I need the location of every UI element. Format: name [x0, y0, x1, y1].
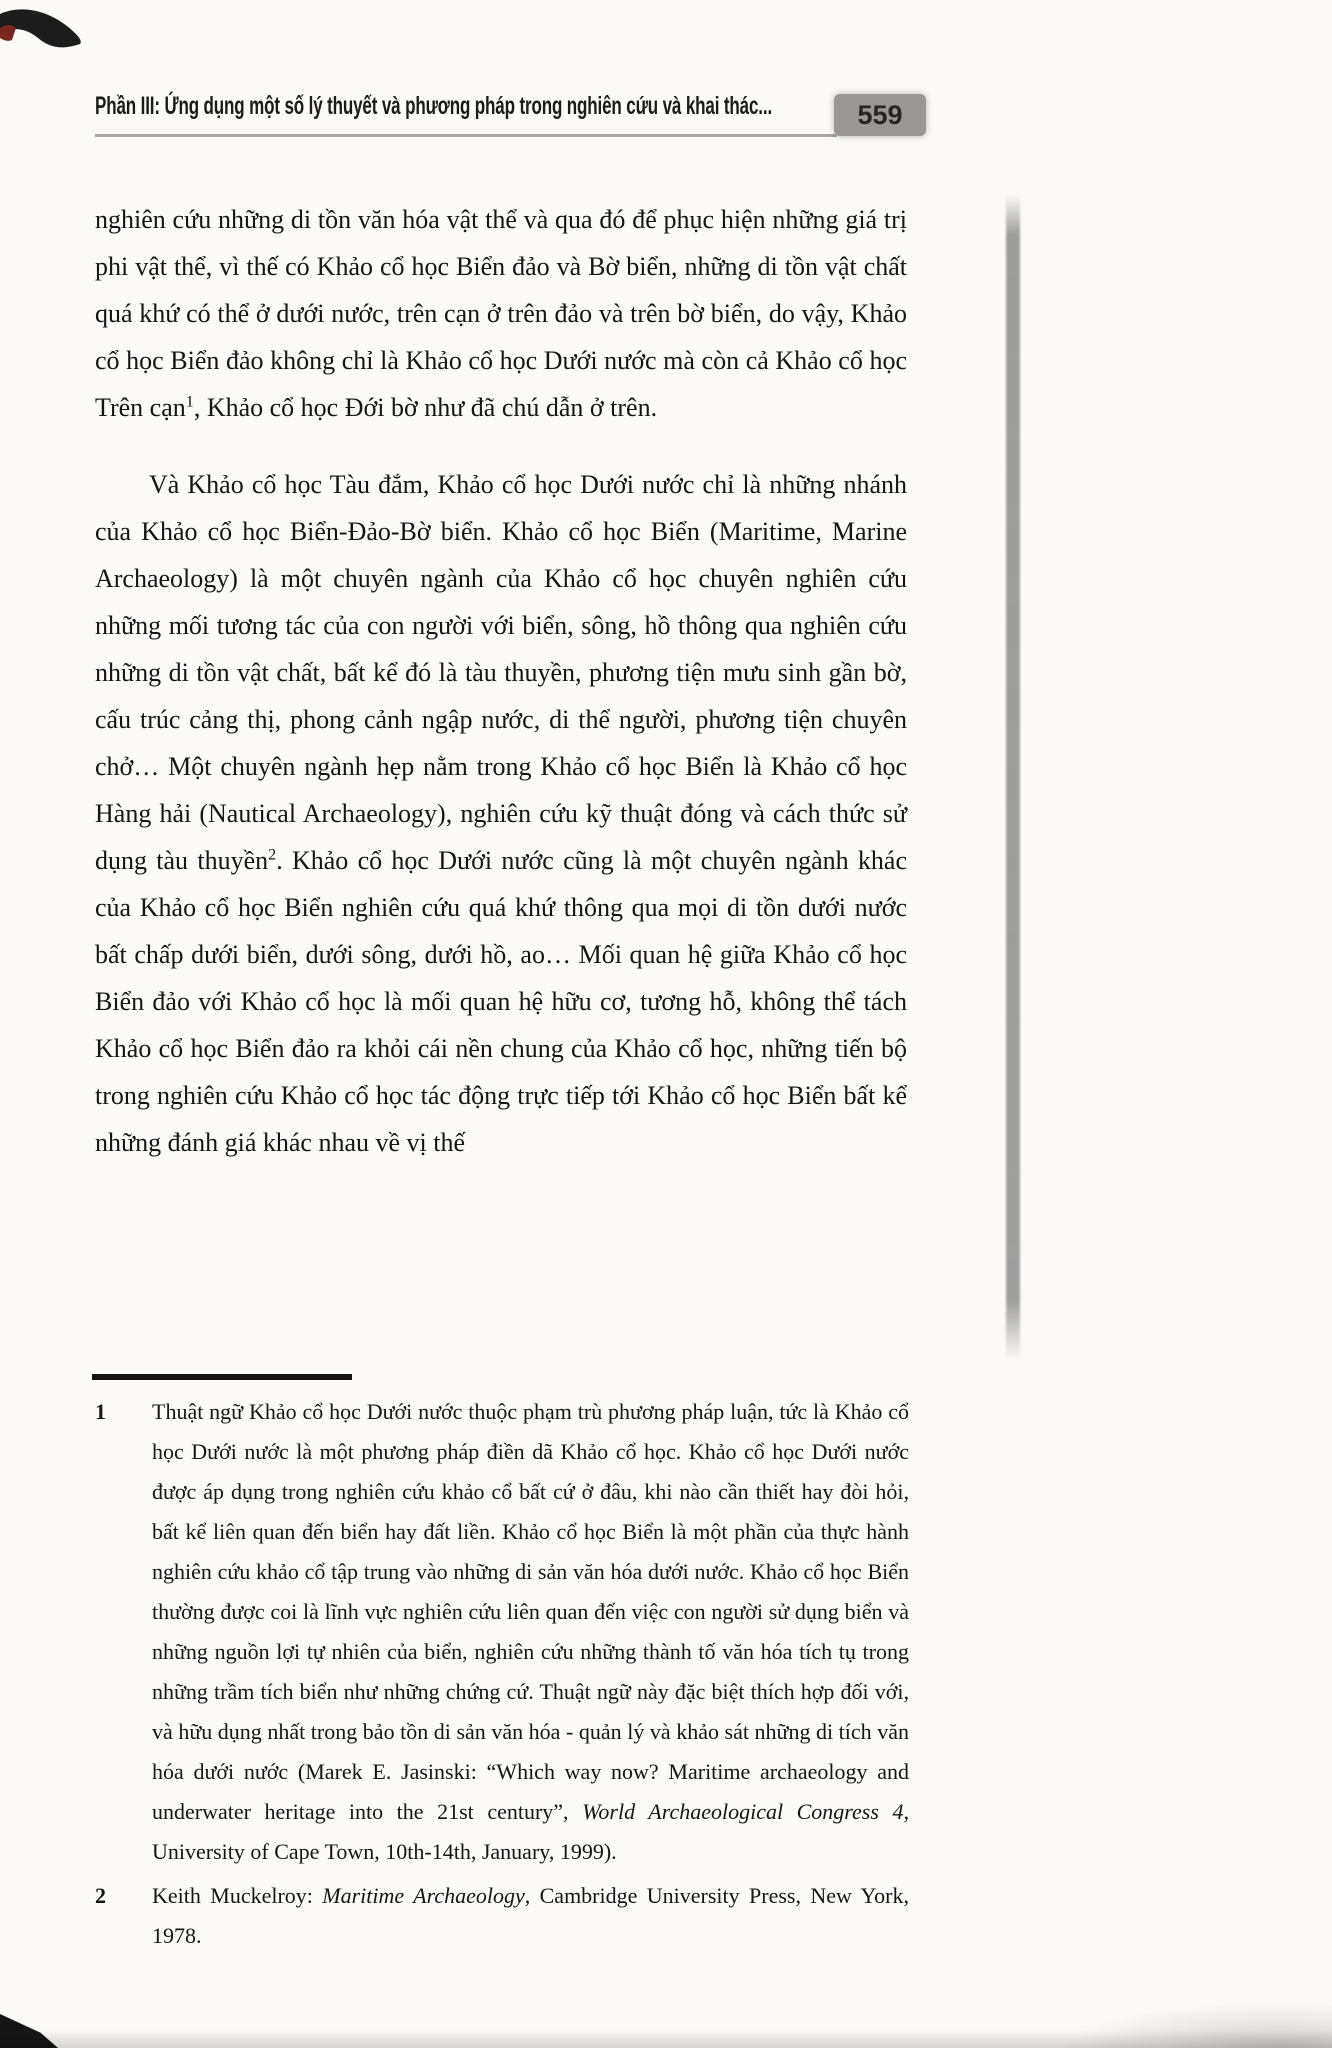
footnote-2-text — [152, 1876, 909, 1956]
footnote-2-text-end: , Cambridge University Press, New York, 1978. — [152, 1883, 909, 1948]
page-edge-shadow-bottom — [0, 2030, 1332, 2048]
footnote-1-citation-italic: World Archaeological Congress 4 — [582, 1799, 904, 1824]
footnote-separator-rule — [92, 1374, 352, 1380]
footnote-1-number: 1 — [95, 1399, 106, 1424]
header-rule — [95, 134, 837, 137]
footnotes-section — [95, 1392, 909, 1960]
footnote-2-citation-italic: Maritime Archaeology — [322, 1883, 525, 1908]
paragraph-1-text-cont: , Khảo cổ học Đới bờ như đã chú dẫn ở trên. — [193, 393, 658, 422]
footnote-1 — [95, 1392, 909, 1872]
paragraph-1-text: nghiên cứu những di tồn văn hóa vật thể và qua đó để phục hiện những giá trị phi vật thể, vì thế có Khảo cổ học Biển đảo và Bờ biển, những di tồn vật chất quá khứ có thể ở dưới nước, trên cạn ở trên đảo và trên bờ biển, do vậy, Khảo cổ học Biển đảo không chỉ là Khảo cổ học Dưới nước mà còn cả Khảo cổ học Trên cạn — [95, 205, 907, 422]
footnote-1-text-main: Thuật ngữ Khảo cổ học Dưới nước thuộc phạm trù phương pháp luận, tức là Khảo cổ học Dưới nước là một phương pháp điền dã Khảo cổ học. Khảo cổ học Dưới nước được áp dụng trong nghiên cứu khảo cổ bất cứ ở đâu, khi nào cần thiết hay đòi hỏi, bất kể liên quan đến biển hay đất liền. Khảo cổ học Biển là một phần của thực hành nghiên cứu khảo cổ tập trung vào những di sản văn hóa dưới nước. Khảo cổ học Biển thường được coi là lĩnh vực nghiên cứu liên quan đến việc con người sử dụng biển và những nguồn lợi tự nhiên của biển, nghiên cứu những thành tố văn hóa tích tụ trong những trầm tích biển như những chứng cứ. Thuật ngữ này đặc biệt thích hợp đối với, và hữu dụng nhất trong bảo tồn di sản văn hóa - quản lý và khảo sát những di tích văn hóa dưới nước (Marek E. Jasinski: “Which way now? Maritime archaeology and underwater heritage into the 21st century”, — [152, 1399, 909, 1824]
footnote-ref-2: 2 — [268, 846, 277, 864]
body-text — [95, 196, 907, 1166]
footnote-ref-1: 1 — [185, 393, 194, 411]
page-curl-artifact-top-left — [0, 4, 95, 64]
footnote-2-number: 2 — [95, 1883, 106, 1908]
paragraph-2-text-cont: . Khảo cổ học Dưới nước cũng là một chuyên ngành khác của Khảo cổ học Biển nghiên cứu quá khứ thông qua mọi di tồn dưới nước bất chấp dưới biển, dưới sông, dưới hồ, ao… Mối quan hệ giữa Khảo cổ học Biển đảo với Khảo cổ học là mối quan hệ hữu cơ, tương hỗ, không thể tách Khảo cổ học Biển đảo ra khỏi cái nền chung của Khảo cổ học, những tiến bộ trong nghiên cứu Khảo cổ học tác động trực tiếp tới Khảo cổ học Biển bất kể những đánh giá khác nhau về vị thế — [95, 846, 907, 1157]
footnote-1-text-end: , University of Cape Town, 10th-14th, January, 1999). — [152, 1799, 909, 1864]
page-number-badge: 559 — [834, 94, 926, 136]
running-header-title: Phần III: Ứng dụng một số lý thuyết và phương pháp trong nghiên cứu và khai thác... — [95, 92, 773, 120]
footnote-1-text — [152, 1392, 909, 1872]
footnote-2 — [95, 1876, 909, 1956]
paragraph-1 — [95, 196, 907, 431]
page-edge-shadow-right — [1006, 195, 1020, 1360]
footnote-2-text-main: Keith Muckelroy: — [152, 1883, 323, 1908]
paragraph-2 — [95, 461, 907, 1166]
paragraph-2-text: Và Khảo cổ học Tàu đắm, Khảo cổ học Dưới nước chỉ là những nhánh của Khảo cổ học Biển-Đảo-Bờ biển. Khảo cổ học Biển (Maritime, Marine Archaeology) là một chuyên ngành của Khảo cổ học chuyên nghiên cứu những mối tương tác của con người với biển, sông, hồ thông qua nghiên cứu những di tồn vật chất, bất kể đó là tàu thuyền, phương tiện mưu sinh gần bờ, cấu trúc cảng thị, phong cảnh ngập nước, di thể người, phương tiện chuyên chở… Một chuyên ngành hẹp nằm trong Khảo cổ học Biển là Khảo cổ học Hàng hải (Nautical Archaeology), nghiên cứu kỹ thuật đóng và cách thức sử dụng tàu thuyền — [95, 470, 907, 875]
